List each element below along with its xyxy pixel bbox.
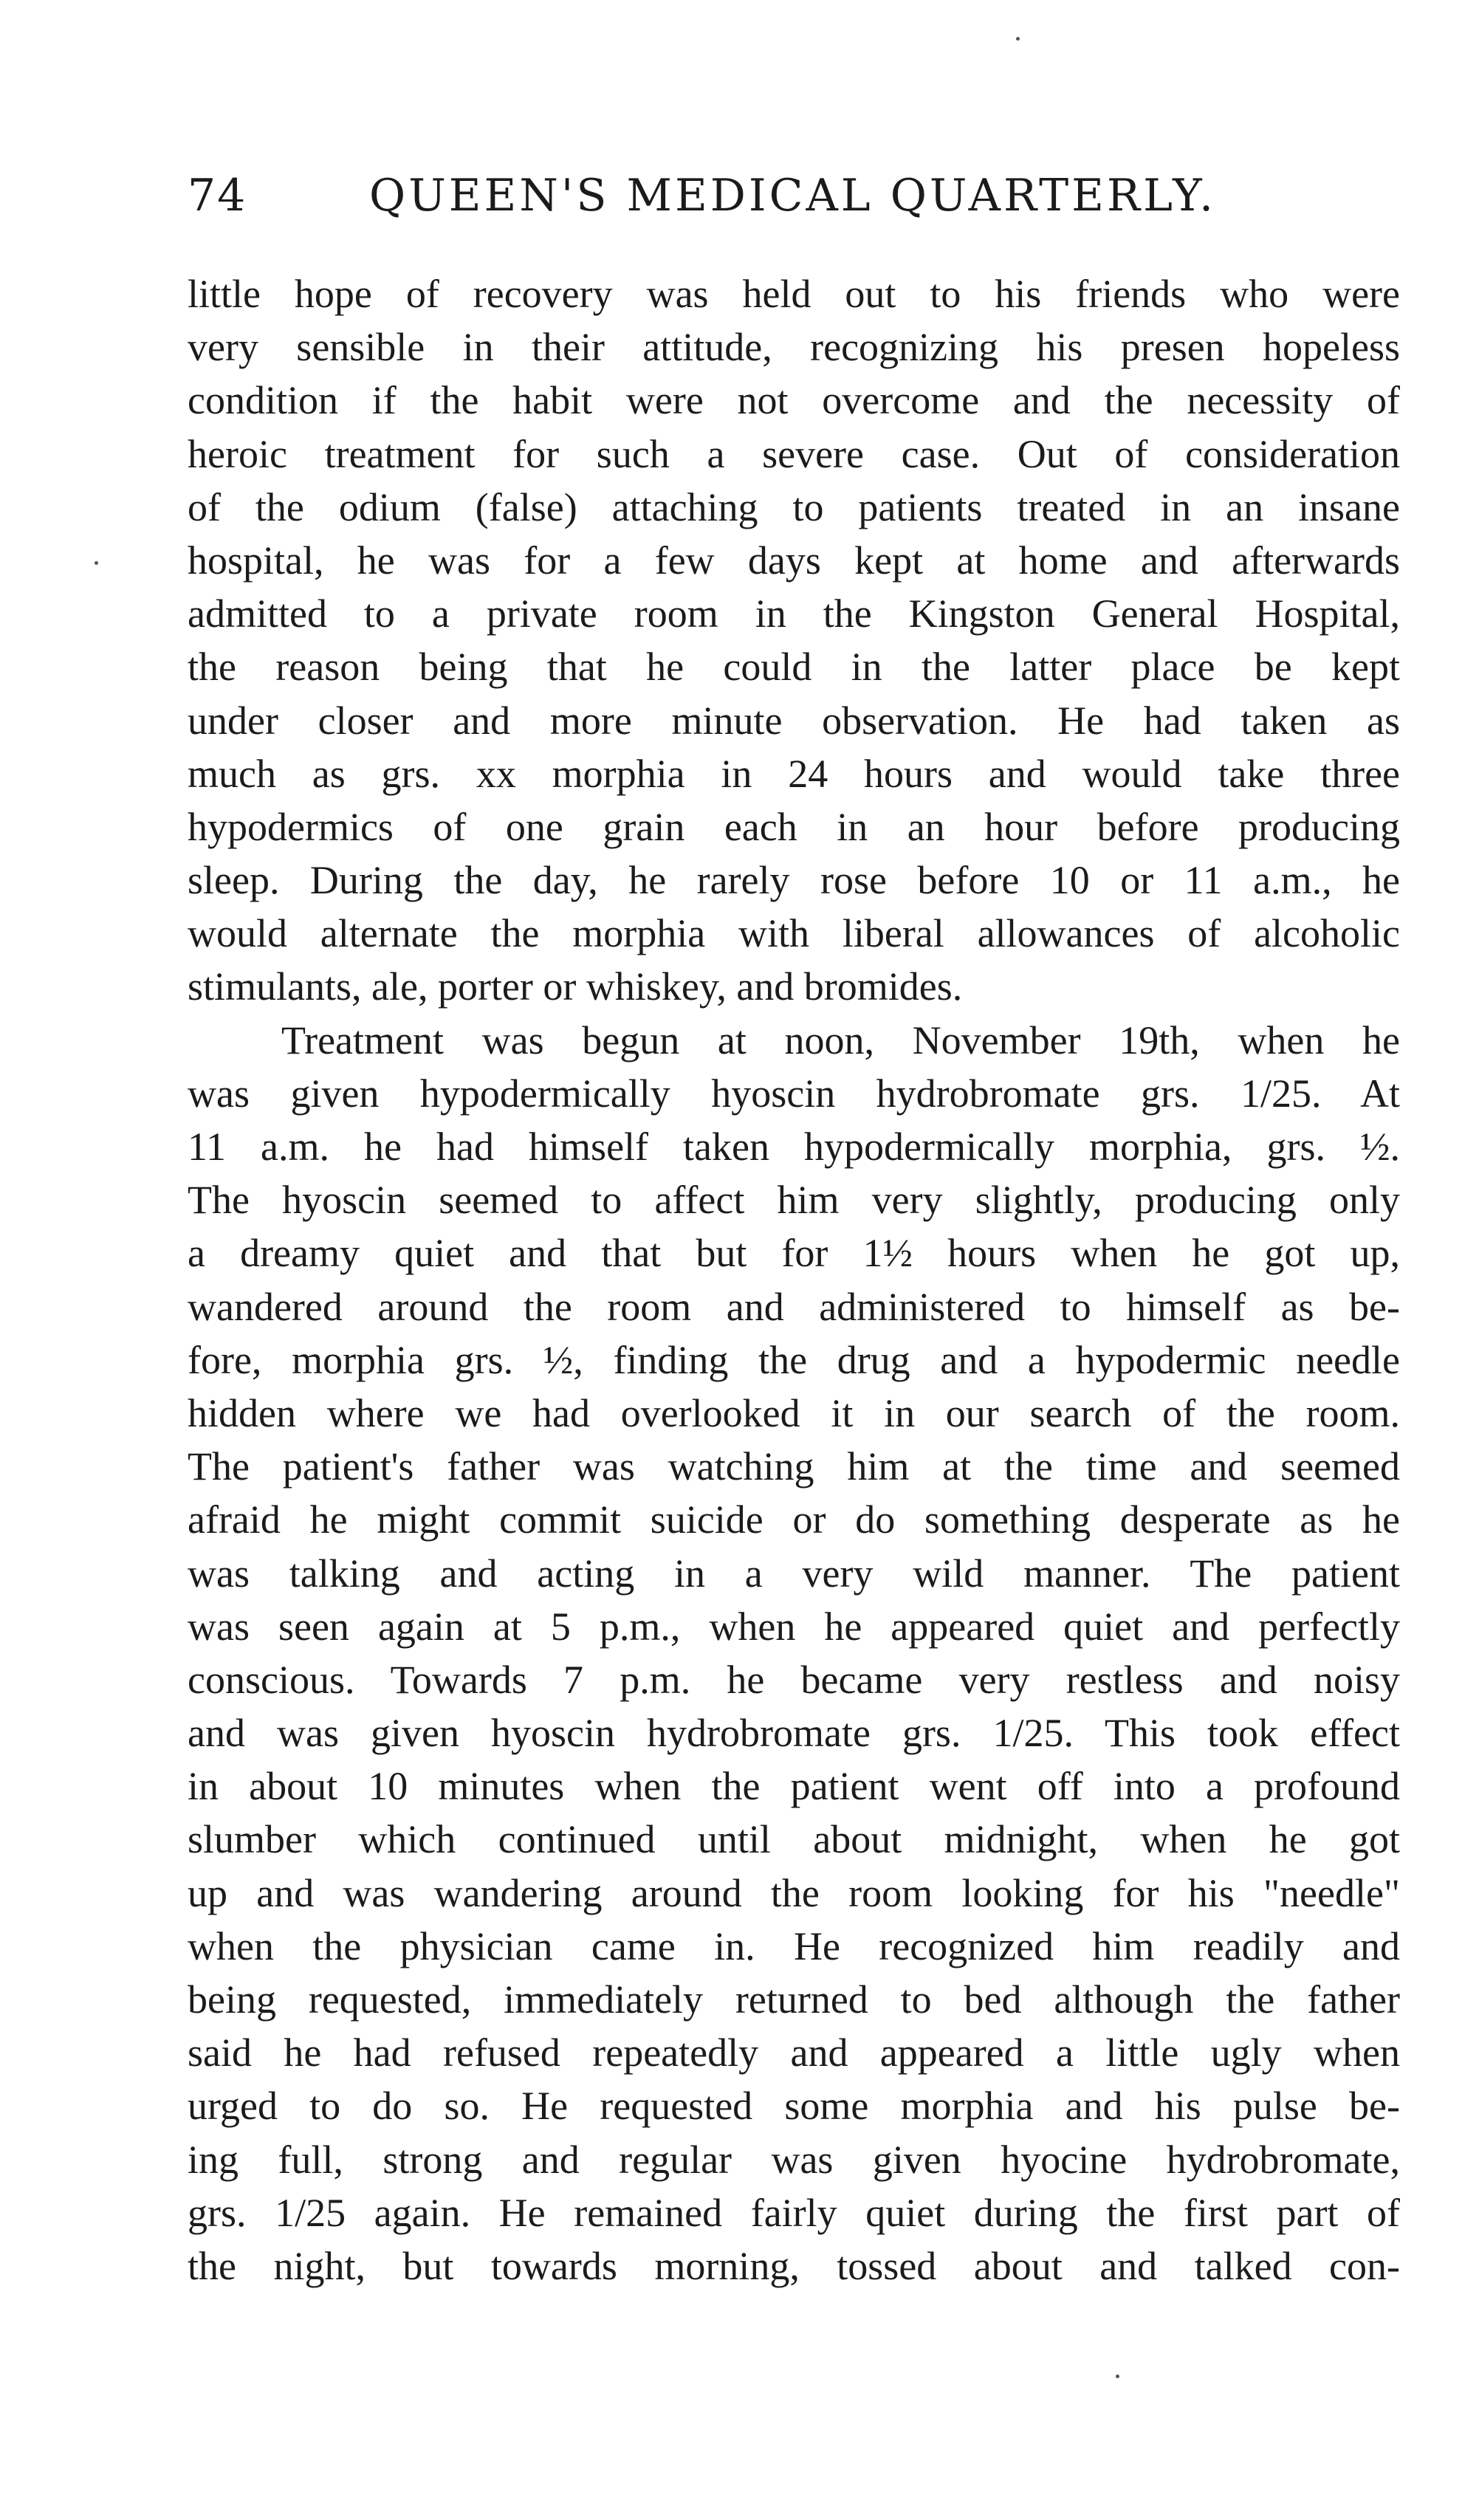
- page-header: [188, 170, 1295, 229]
- text-line: hospital, he was for a few days kept at home and afterwards: [188, 538, 1400, 583]
- text-line: admitted to a private room in the Kingston General Hospital,: [188, 591, 1400, 636]
- text-line: much as grs. xx morphia in 24 hours and would take three: [188, 751, 1400, 796]
- text-line: urged to do so. He requested some morphia and his pulse be-: [188, 2084, 1400, 2129]
- text-line: slumber which continued until about midnight, when he got: [188, 1817, 1400, 1862]
- paper-speck: [1016, 37, 1020, 41]
- text-line: very sensible in their attitude, recognizing his presen hopeless: [188, 325, 1400, 370]
- paper-speck: [95, 561, 98, 565]
- text-line: a dreamy quiet and that but for 1½ hours when he got up,: [188, 1231, 1400, 1276]
- text-line: was given hypodermically hyoscin hydrobromate grs. 1/25. At: [188, 1071, 1400, 1116]
- text-line: hypodermics of one grain each in an hour before producing: [188, 804, 1400, 849]
- running-head: QUEEN'S MEDICAL QUARTERLY.: [369, 170, 1217, 222]
- text-line: being requested, immediately returned to bed although the father: [188, 1977, 1400, 2022]
- text-line: of the odium (false) attaching to patients treated in an insane: [188, 484, 1400, 529]
- text-line: condition if the habit were not overcome and the necessity of: [188, 378, 1400, 423]
- text-line: in about 10 minutes when the patient went off into a profound: [188, 1764, 1400, 1809]
- text-line: 11 a.m. he had himself taken hypodermically morphia, grs. ½.: [188, 1125, 1400, 1169]
- text-line: was talking and acting in a very wild manner. The patient: [188, 1551, 1400, 1596]
- text-line: the night, but towards morning, tossed about and talked con-: [188, 2243, 1400, 2288]
- text-line: The patient's father was watching him at the time and seemed: [188, 1444, 1400, 1489]
- body-text: [188, 267, 1400, 2293]
- text-line: grs. 1/25 again. He remained fairly quiet during the first part of: [188, 2190, 1400, 2235]
- text-line: up and was wandering around the room looking for his "needle": [188, 1870, 1400, 1915]
- text-line: afraid he might commit suicide or do something desperate as he: [188, 1497, 1400, 1542]
- text-line: sleep. During the day, he rarely rose before 10 or 11 a.m., he: [188, 858, 1400, 903]
- text-line: Treatment was begun at noon, November 19th, when he: [281, 1017, 1400, 1062]
- text-line: when the physician came in. He recognized him readily and: [188, 1923, 1400, 1968]
- text-line: fore, morphia grs. ½, finding the drug and a hypodermic needle: [188, 1337, 1400, 1382]
- text-line: wandered around the room and administered to himself as be-: [188, 1284, 1400, 1329]
- text-line: was seen again at 5 p.m., when he appeared quiet and perfectly: [188, 1604, 1400, 1649]
- text-line: and was given hyoscin hydrobromate grs. 1/25. This took effect: [188, 1711, 1400, 1756]
- text-line: stimulants, ale, porter or whiskey, and bromides.: [188, 964, 963, 1009]
- text-line: heroic treatment for such a severe case. Out of consideration: [188, 431, 1400, 476]
- text-line: under closer and more minute observation. He had taken as: [188, 698, 1400, 743]
- text-line: The hyoscin seemed to affect him very slightly, producing only: [188, 1178, 1400, 1223]
- text-line: the reason being that he could in the latter place be kept: [188, 645, 1400, 690]
- text-line: hidden where we had overlooked it in our search of the room.: [188, 1390, 1400, 1435]
- text-line: conscious. Towards 7 p.m. he became very restless and noisy: [188, 1657, 1400, 1702]
- page-number: 74: [188, 170, 247, 222]
- text-line: little hope of recovery was held out to his friends who were: [188, 272, 1400, 316]
- paper-speck: [1116, 2375, 1119, 2378]
- text-line: said he had refused repeatedly and appeared a little ugly when: [188, 2030, 1400, 2076]
- text-line: would alternate the morphia with liberal allowances of alcoholic: [188, 911, 1400, 956]
- text-line: ing full, strong and regular was given hyocine hydrobromate,: [188, 2137, 1400, 2182]
